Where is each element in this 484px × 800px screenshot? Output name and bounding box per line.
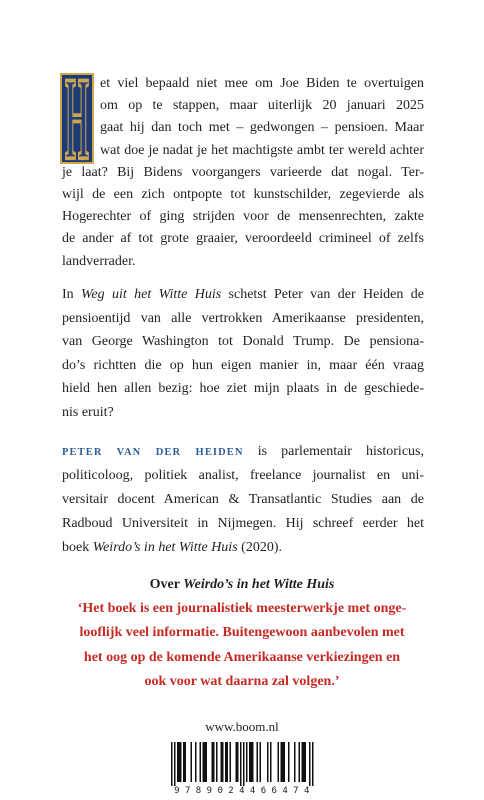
barcode-bar: [171, 742, 173, 786]
barcode-bar: [257, 742, 259, 782]
barcode-bar: [278, 742, 280, 782]
author-text: (2020).: [237, 540, 282, 555]
intro-line: et viel bepaald niet mee om Joe Biden te overtuigen: [100, 76, 424, 91]
barcode-bar: [249, 742, 254, 782]
intro-line: de ander af tot grote graaier, veroordeeld crimineel of zelfs: [62, 231, 424, 247]
barcode-bar: [302, 742, 307, 782]
isbn-number: 9789024466474: [174, 786, 315, 796]
barcode-bar: [270, 742, 272, 782]
summary-line: do’s richtten die op hun eigen manier in, maar één vraag: [62, 357, 424, 373]
publisher-url: www.boom.nl: [205, 719, 279, 734]
author-text: is parlementair historicus,: [243, 444, 424, 459]
book-title: Weg uit het Witte Huis: [81, 287, 222, 302]
summary-text: schetst Peter van der Heiden de: [221, 287, 424, 302]
barcode-bar: [299, 742, 301, 782]
author-line: politicoloog, politiek analist, freelance journalist en uni-: [62, 468, 424, 483]
barcode-bar: [230, 742, 232, 782]
barcode-bar: [246, 742, 248, 782]
drop-cap: [60, 73, 94, 164]
author-line: [62, 441, 424, 463]
barcode-bar: [240, 742, 242, 786]
barcode-bar: [212, 742, 215, 782]
intro-line: wat doe je nadat je het machtigste ambt ter wereld achter: [100, 142, 424, 158]
summary-line: pensioentijd van alle vertrokken Amerikaanse presidenten,: [62, 310, 424, 326]
author-line: versitair docent American & Transatlantic Studies aan de: [62, 492, 424, 507]
barcode-bar: [221, 742, 224, 782]
barcode-bar: [260, 742, 262, 782]
review-heading: [0, 574, 484, 596]
barcode-bar: [195, 742, 197, 782]
intro-line: je laat? Bij Bidens voorgangers varieerde dat nogal. Ter-: [62, 164, 424, 180]
summary-line: van George Washington tot Donald Trump. De pensiona-: [62, 334, 424, 350]
barcode-bar: [177, 742, 182, 782]
barcode-bar: [225, 742, 228, 782]
intro-line: landverrader.: [62, 253, 136, 269]
barcode-bar: [243, 742, 245, 786]
author-line: Radboud Universiteit in Nijmegen. Hij schreef eerder het: [62, 516, 424, 531]
intro-line: gaat hij dan toch met – gedwongen – pensioen. Maar: [100, 120, 424, 136]
barcode-bar: [200, 742, 202, 782]
author-line: [62, 537, 424, 559]
author-text: boek: [62, 540, 93, 555]
review-heading-prefix: Over: [149, 577, 184, 592]
barcode-bar: [288, 742, 290, 782]
barcode-bar: [216, 742, 218, 782]
summary-line: [62, 284, 424, 306]
barcode-bar: [294, 742, 296, 782]
barcode-bar: [312, 742, 314, 786]
intro-line: Hogerechter of ging strijden voor de mensenrechten, zakte: [62, 209, 424, 225]
previous-book-title: Weirdo’s in het Witte Huis: [92, 540, 238, 555]
review-heading-title: Weirdo’s in het Witte Huis: [183, 577, 335, 592]
drop-cap-letter: H: [65, 73, 89, 164]
barcode-bar: [236, 742, 239, 782]
author-name: PETER VAN DER HEIDEN: [62, 447, 244, 458]
summary-line: hield hen allen bezig: hoe ziet mijn plaats in de geschiede-: [62, 381, 424, 397]
barcode-bar: [191, 742, 193, 782]
quote-line: ook voor wat daarna zal volgen.’: [144, 673, 340, 689]
isbn-barcode: [171, 742, 314, 786]
quote-line: het oog op de komende Amerikaanse verkiezingen en: [83, 649, 401, 665]
barcode-bar: [183, 742, 186, 782]
barcode-bar: [267, 742, 269, 782]
summary-line: nis eruit?: [62, 405, 114, 420]
barcode-bar: [174, 742, 176, 786]
summary-text: In: [62, 287, 82, 302]
barcode-bar: [281, 742, 286, 782]
quote-line: looflijk veel informatie. Buitengewoon aanbevolen met: [79, 625, 405, 641]
barcode-bar: [203, 742, 208, 782]
barcode-bar: [309, 742, 311, 786]
quote-line: ‘Het boek is een journalistiek meesterwerkje met onge-: [77, 601, 407, 617]
intro-line: om op te stappen, maar uiterlijk 20 januari 2025: [100, 98, 424, 114]
intro-line: wijl de een zich ontpopte tot kunstschilder, zegevierde als: [62, 187, 424, 202]
